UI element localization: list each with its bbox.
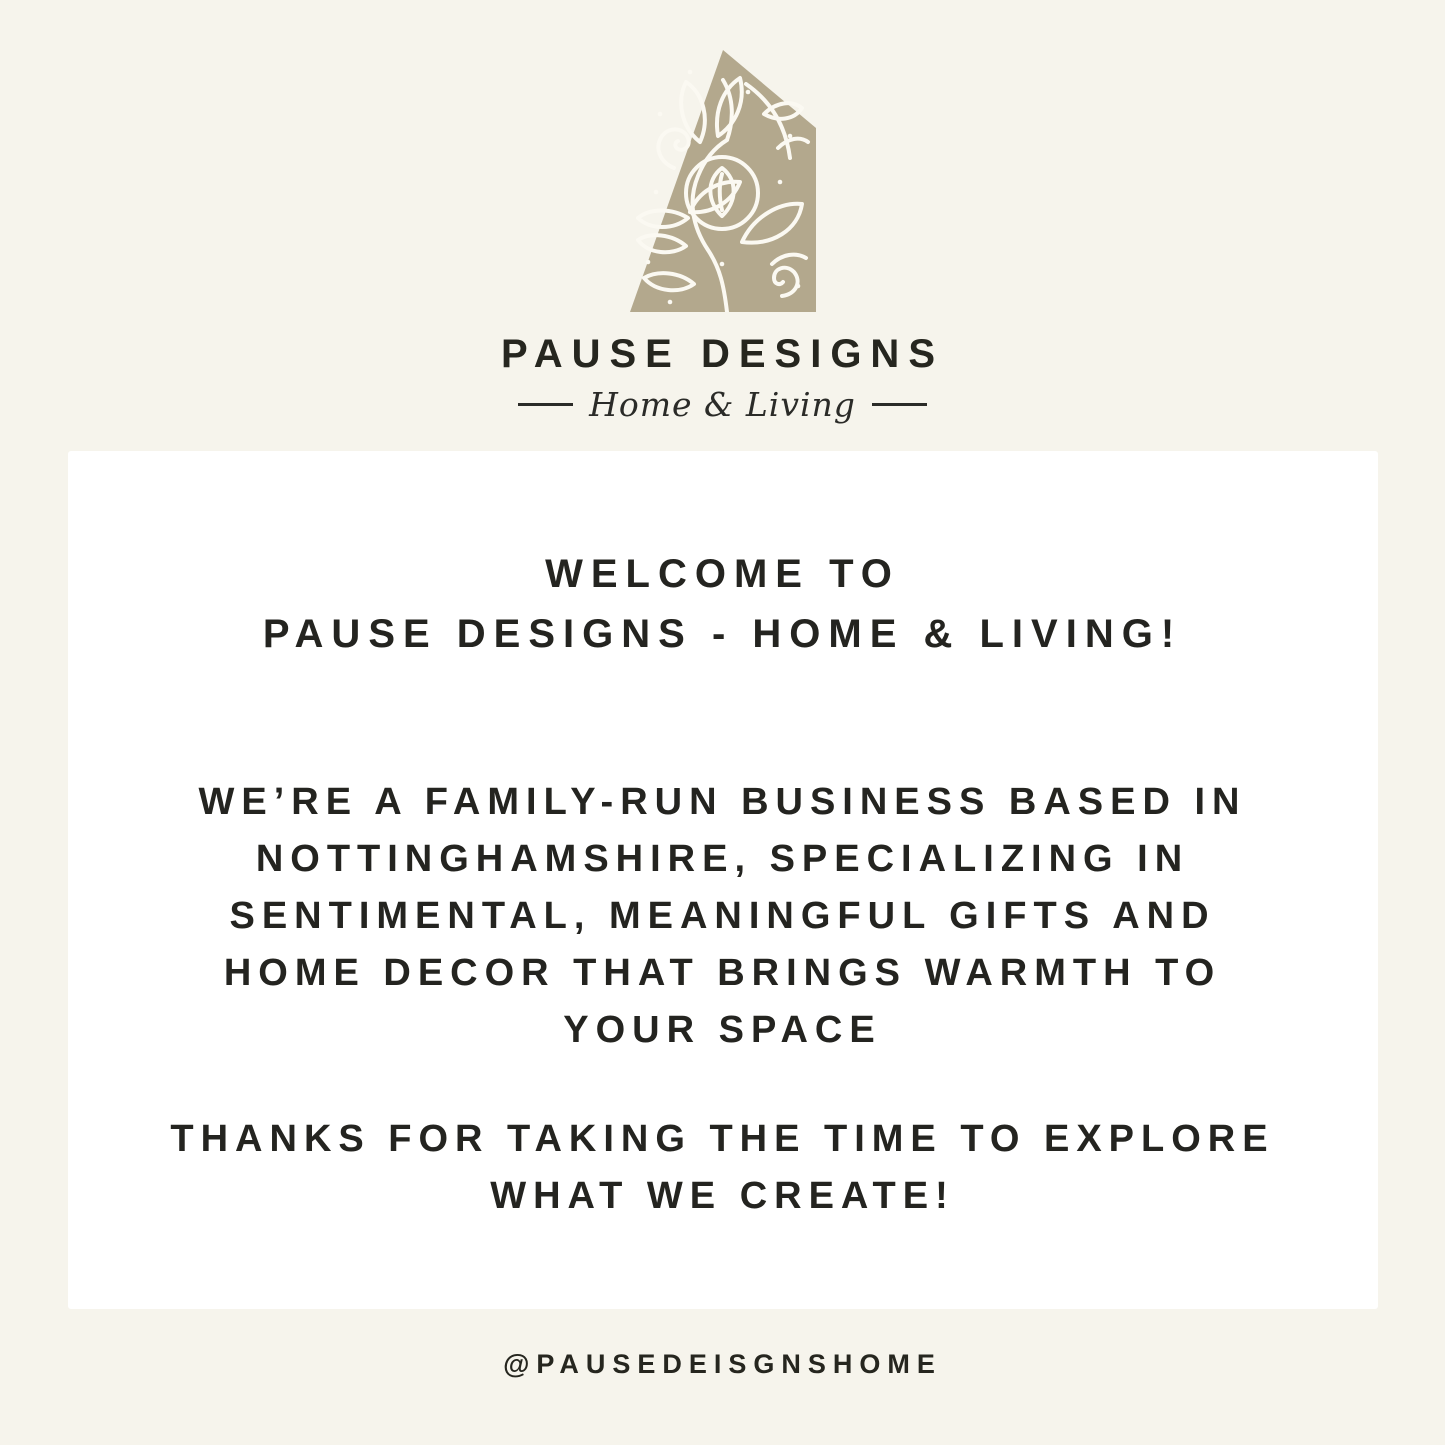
about-line-2: NOTTINGHAMSHIRE, SPECIALIZING IN — [255, 838, 1190, 880]
about-paragraph — [68, 774, 1378, 1059]
about-line-3: SENTIMENTAL, MEANINGFUL GIFTS AND — [229, 895, 1216, 937]
brand-logo — [0, 0, 1445, 424]
welcome-card — [68, 451, 1378, 1309]
house-botanical-logo-icon — [630, 50, 816, 312]
heading-line-1: WELCOME TO — [545, 552, 900, 596]
tagline-left-dash — [518, 403, 573, 406]
closing-line-1: THANKS FOR TAKING THE TIME TO EXPLORE — [170, 1118, 1275, 1160]
closing-paragraph — [68, 1111, 1378, 1225]
tagline-right-dash — [872, 403, 927, 406]
about-line-1: WE’RE A FAMILY-RUN BUSINESS BASED IN — [198, 781, 1247, 823]
brand-tagline-row — [0, 385, 1445, 424]
about-line-4: HOME DECOR THAT BRINGS WARMTH TO — [223, 952, 1222, 994]
brand-tagline: Home & Living — [589, 385, 856, 424]
heading-line-2: PAUSE DESIGNS - HOME & LIVING! — [262, 612, 1183, 656]
welcome-heading — [68, 544, 1378, 664]
about-line-5: YOUR SPACE — [563, 1009, 882, 1051]
closing-line-2: WHAT WE CREATE! — [490, 1175, 955, 1217]
brand-name: PAUSE DESIGNS — [501, 332, 944, 376]
social-handle: @PAUSEDEISGNSHOME — [503, 1349, 942, 1379]
